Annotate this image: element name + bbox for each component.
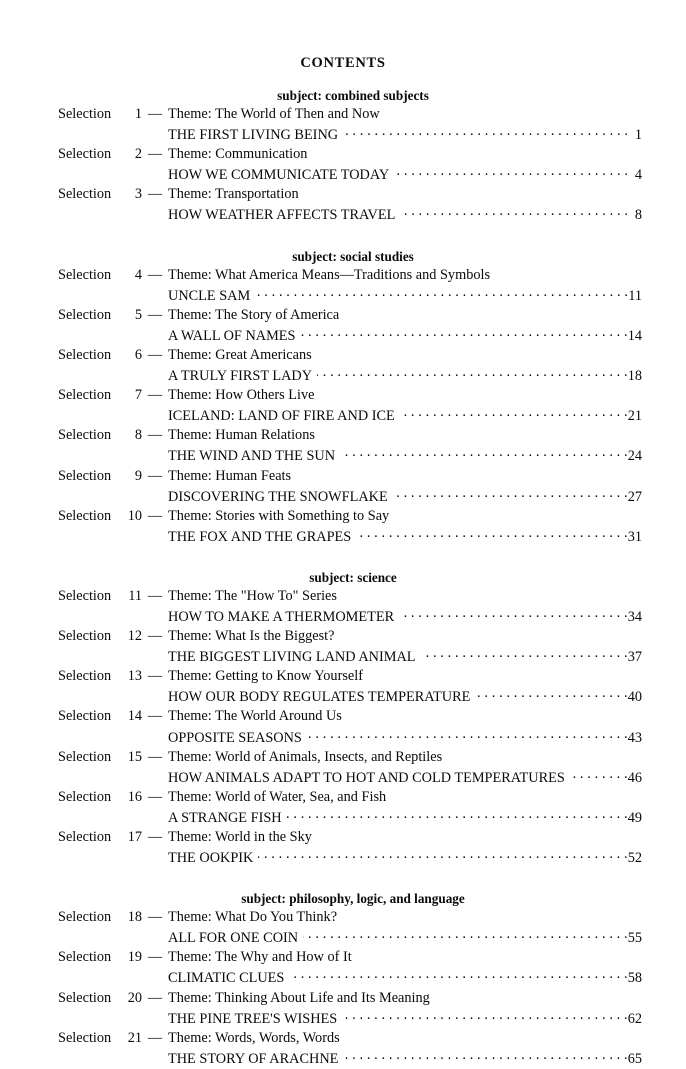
toc-entry-theme-line — [58, 346, 642, 365]
selection-number: 8 — [134, 427, 142, 444]
selection-theme: Theme: World in the Sky — [168, 829, 312, 845]
selection-number: 2 — [134, 146, 142, 163]
selection-number: 20 — [127, 989, 142, 1006]
em-dash-separator: — — [147, 949, 163, 966]
selection-number: 5 — [134, 306, 142, 323]
selection-theme: Theme: Great Americans — [168, 346, 312, 363]
selection-label: Selection — [58, 186, 112, 203]
page-number: 40 — [627, 689, 642, 706]
selection-theme: Theme: What Do You Think? — [168, 909, 338, 926]
dot-leader — [343, 1048, 627, 1063]
toc-entry-title-line[interactable] — [58, 927, 642, 948]
selection-label: Selection — [58, 587, 112, 604]
section-heading: subject: combined subjects — [277, 88, 429, 103]
toc-entry-title-line[interactable] — [58, 405, 642, 426]
selection-theme: Theme: What America Means—Traditions and Symbols — [168, 266, 491, 283]
page-number: 24 — [627, 448, 642, 465]
toc-entry-theme-line — [58, 386, 642, 405]
toc-entry-theme-line — [58, 707, 642, 726]
selection-title[interactable]: DISCOVERING THE SNOWFLAKE — [168, 488, 388, 505]
selection-title[interactable]: THE PINE TREE'S WISHES — [168, 1010, 338, 1027]
em-dash-separator: — — [147, 427, 163, 444]
selection-title[interactable]: A WALL OF NAMES — [168, 327, 296, 344]
toc-entry[interactable] — [58, 507, 642, 547]
page-number: 34 — [627, 608, 642, 625]
toc-entry-theme-line — [58, 507, 642, 526]
em-dash-separator: — — [147, 668, 163, 685]
toc-entry-theme-line — [58, 828, 642, 847]
em-dash-separator: — — [147, 708, 163, 725]
selection-theme: Theme: The World Around Us — [168, 708, 342, 725]
selection-theme: Theme: Thinking About Life and Its Meaning — [168, 989, 430, 1006]
em-dash-separator: — — [147, 587, 163, 604]
toc-entry-theme-line — [58, 627, 642, 646]
selection-number: 10 — [127, 507, 142, 524]
toc-entry[interactable] — [58, 828, 642, 868]
toc-entry-title-line[interactable] — [58, 204, 642, 225]
toc-entry-title-line[interactable] — [58, 686, 642, 707]
toc-entry[interactable] — [58, 667, 642, 707]
dot-leader — [393, 486, 628, 501]
dot-leader — [255, 285, 628, 300]
toc-entry-title-line[interactable] — [58, 847, 642, 868]
selection-number: 4 — [134, 266, 142, 283]
toc-entry-title-line[interactable] — [58, 1008, 642, 1029]
selection-label: Selection — [58, 146, 112, 163]
selection-title[interactable]: THE BIGGEST LIVING LAND ANIMAL — [168, 649, 416, 666]
toc-entry-theme-line — [58, 145, 642, 164]
selection-label: Selection — [58, 788, 112, 805]
selection-title[interactable]: ALL FOR ONE COIN — [168, 930, 299, 947]
selection-theme: Theme: Communication — [168, 146, 308, 163]
selection-theme: Theme: The World of Then and Now — [168, 106, 380, 122]
dot-leader — [399, 606, 628, 621]
toc-entry-title-line[interactable] — [58, 807, 642, 828]
toc-entry-title-line[interactable] — [58, 486, 642, 507]
section-heading: subject: science — [309, 569, 397, 585]
toc-entry-theme-line — [58, 908, 642, 927]
selection-label: Selection — [58, 507, 112, 524]
selection-theme: Theme: How Others Live — [168, 387, 315, 404]
selection-theme: Theme: World of Water, Sea, and Fish — [168, 788, 387, 805]
toc-entry[interactable] — [58, 707, 642, 747]
dot-leader — [340, 445, 628, 460]
em-dash-separator: — — [147, 186, 163, 203]
selection-number: 13 — [127, 668, 142, 685]
selection-label: Selection — [58, 668, 112, 685]
selection-label: Selection — [58, 949, 112, 966]
dot-leader — [287, 807, 628, 822]
page-number: 58 — [627, 970, 642, 987]
dot-leader — [394, 164, 628, 179]
dot-leader — [289, 967, 627, 982]
selection-theme: Theme: World of Animals, Insects, and Reptiles — [168, 748, 443, 765]
table-of-contents — [58, 86, 642, 1069]
selection-label: Selection — [58, 1029, 112, 1046]
em-dash-separator: — — [147, 106, 163, 122]
toc-entry[interactable] — [58, 788, 642, 828]
selection-number: 21 — [127, 1029, 142, 1046]
toc-entry[interactable] — [58, 908, 642, 948]
selection-title[interactable]: ICELAND: LAND OF FIRE AND ICE — [168, 408, 395, 425]
toc-section — [58, 568, 642, 868]
page-number: 37 — [627, 649, 642, 666]
selection-label: Selection — [58, 106, 112, 122]
selection-title[interactable]: OPPOSITE SEASONS — [168, 729, 302, 746]
dot-leader — [356, 526, 627, 541]
toc-entry[interactable] — [58, 989, 642, 1029]
toc-entry-title-line[interactable] — [58, 767, 642, 788]
dot-leader — [400, 204, 628, 219]
toc-entry-theme-line — [58, 788, 642, 807]
toc-entry-title-line[interactable] — [58, 526, 642, 547]
em-dash-separator: — — [147, 306, 163, 323]
toc-entry-theme-line — [58, 266, 642, 285]
dot-leader — [343, 124, 628, 139]
toc-section — [58, 86, 642, 226]
selection-number: 12 — [127, 628, 142, 645]
dot-leader — [307, 727, 628, 742]
toc-entry[interactable] — [58, 467, 642, 507]
section-heading: subject: social studies — [292, 248, 414, 264]
selection-theme: Theme: The Story of America — [168, 306, 340, 323]
section-heading: subject: philosophy, logic, and language — [241, 891, 465, 907]
selection-number: 1 — [134, 106, 142, 122]
selection-theme: Theme: Human Relations — [168, 427, 315, 444]
page-number: 11 — [628, 287, 642, 304]
selection-title[interactable]: THE FOX AND THE GRAPES — [168, 528, 352, 545]
selection-title[interactable]: CLIMATIC CLUES — [168, 970, 285, 987]
page-title: CONTENTS — [300, 55, 386, 71]
selection-theme: Theme: Getting to Know Yourself — [168, 668, 363, 685]
page-number: 31 — [627, 528, 642, 545]
selection-number: 3 — [134, 186, 142, 203]
page-number: 43 — [627, 729, 642, 746]
dot-leader — [400, 405, 628, 420]
dot-leader — [570, 767, 628, 782]
em-dash-separator: — — [147, 628, 163, 645]
page-number: 27 — [627, 488, 642, 505]
selection-title[interactable]: THE FIRST LIVING BEING — [168, 127, 339, 144]
toc-entry[interactable] — [58, 948, 642, 988]
dot-leader — [421, 646, 628, 661]
em-dash-separator: — — [147, 387, 163, 404]
toc-entry-theme-line — [58, 426, 642, 445]
selection-title[interactable]: HOW TO MAKE A THERMOMETER — [168, 608, 395, 625]
em-dash-separator: — — [147, 788, 163, 805]
selection-title[interactable]: THE OOKPIK — [168, 850, 254, 867]
selection-theme: Theme: Stories with Something to Say — [168, 507, 390, 524]
dot-leader — [317, 365, 628, 380]
page-number: 8 — [634, 207, 642, 224]
toc-entry[interactable] — [58, 1029, 642, 1069]
selection-label: Selection — [58, 708, 112, 725]
page-number: 21 — [627, 408, 642, 425]
selection-number: 19 — [127, 949, 142, 966]
selection-theme: Theme: What Is the Biggest? — [168, 628, 335, 645]
dot-leader — [475, 686, 627, 701]
selection-label: Selection — [58, 829, 112, 845]
selection-title[interactable]: HOW WE COMMUNICATE TODAY — [168, 167, 390, 184]
em-dash-separator: — — [147, 1029, 163, 1046]
selection-label: Selection — [58, 467, 112, 484]
dot-leader — [301, 325, 628, 340]
toc-entry-theme-line — [58, 587, 642, 606]
em-dash-separator: — — [147, 909, 163, 926]
selection-number: 7 — [134, 387, 142, 404]
page-number: 14 — [627, 327, 642, 344]
toc-entry-theme-line — [58, 467, 642, 486]
selection-number: 14 — [127, 708, 142, 725]
toc-entry-theme-line — [58, 306, 642, 325]
selection-label: Selection — [58, 748, 112, 765]
dot-leader — [303, 927, 628, 942]
em-dash-separator: — — [147, 507, 163, 524]
dot-leader — [342, 1008, 627, 1023]
selection-label: Selection — [58, 306, 112, 323]
page-number: 18 — [627, 368, 642, 385]
page-number: 46 — [627, 769, 642, 786]
em-dash-separator: — — [147, 829, 163, 845]
toc-entry-title-line[interactable] — [58, 365, 642, 386]
selection-number: 18 — [127, 909, 142, 926]
toc-entry-title-line[interactable] — [58, 445, 642, 466]
page-number: 55 — [627, 930, 642, 947]
dot-leader — [258, 847, 627, 862]
selection-label: Selection — [58, 989, 112, 1006]
selection-theme: Theme: Transportation — [168, 186, 299, 203]
toc-entry-theme-line — [58, 105, 642, 124]
toc-entry[interactable] — [58, 306, 642, 346]
page-number: 62 — [627, 1010, 642, 1027]
toc-section — [58, 247, 642, 547]
toc-entry-title-line[interactable] — [58, 325, 642, 346]
toc-entry-title-line[interactable] — [58, 124, 642, 145]
selection-title[interactable]: A TRULY FIRST LADY — [168, 368, 313, 385]
selection-title[interactable]: THE WIND AND THE SUN — [168, 448, 336, 465]
selection-theme: Theme: Human Feats — [168, 467, 292, 484]
toc-entry-title-line[interactable] — [58, 646, 642, 667]
page-number: 65 — [627, 1050, 642, 1067]
toc-entry-theme-line — [58, 185, 642, 204]
toc-entry[interactable] — [58, 386, 642, 426]
selection-number: 17 — [127, 829, 142, 845]
toc-entry[interactable] — [58, 748, 642, 788]
page-number: 49 — [627, 809, 642, 826]
selection-title[interactable]: THE STORY OF ARACHNE — [168, 1050, 339, 1067]
toc-entry[interactable] — [58, 426, 642, 466]
toc-entry[interactable] — [58, 627, 642, 667]
toc-entry[interactable] — [58, 145, 642, 185]
toc-entry[interactable] — [58, 587, 642, 627]
selection-number: 6 — [134, 346, 142, 363]
toc-entry-theme-line — [58, 667, 642, 686]
selection-number: 15 — [127, 748, 142, 765]
toc-entry-theme-line — [58, 948, 642, 967]
em-dash-separator: — — [147, 467, 163, 484]
toc-entry[interactable] — [58, 185, 642, 225]
page-number: 1 — [634, 127, 642, 144]
selection-label: Selection — [58, 427, 112, 444]
selection-number: 16 — [127, 788, 142, 805]
toc-entry-title-line[interactable] — [58, 164, 642, 185]
toc-entry-theme-line — [58, 748, 642, 767]
toc-entry-title-line[interactable] — [58, 606, 642, 627]
em-dash-separator: — — [147, 989, 163, 1006]
selection-label: Selection — [58, 628, 112, 645]
selection-title[interactable]: UNCLE SAM — [168, 287, 251, 304]
em-dash-separator: — — [147, 346, 163, 363]
toc-entry-title-line[interactable] — [58, 727, 642, 748]
toc-entry-theme-line — [58, 989, 642, 1008]
toc-entry-title-line[interactable] — [58, 967, 642, 988]
selection-label: Selection — [58, 909, 112, 926]
em-dash-separator: — — [147, 266, 163, 283]
toc-entry[interactable] — [58, 266, 642, 306]
toc-entry-title-line[interactable] — [58, 285, 642, 306]
page-number: 4 — [634, 167, 642, 184]
em-dash-separator: — — [147, 748, 163, 765]
selection-label: Selection — [58, 266, 112, 283]
selection-theme: Theme: The Why and How of It — [168, 949, 352, 966]
selection-number: 11 — [128, 587, 142, 604]
selection-theme: Theme: The "How To" Series — [168, 587, 337, 604]
selection-title[interactable]: HOW ANIMALS ADAPT TO HOT AND COLD TEMPERATURES — [168, 769, 565, 786]
toc-entry[interactable] — [58, 105, 642, 145]
selection-title[interactable]: HOW WEATHER AFFECTS TRAVEL — [168, 207, 396, 224]
toc-entry[interactable] — [58, 346, 642, 386]
selection-title[interactable]: A STRANGE FISH — [168, 809, 282, 826]
toc-section — [58, 889, 642, 1069]
selection-title[interactable]: HOW OUR BODY REGULATES TEMPERATURE — [168, 689, 471, 706]
toc-entry-title-line[interactable] — [58, 1048, 642, 1069]
selection-label: Selection — [58, 346, 112, 363]
page-number: 52 — [627, 850, 642, 867]
selection-number: 9 — [134, 467, 142, 484]
toc-entry-theme-line — [58, 1029, 642, 1048]
selection-label: Selection — [58, 387, 112, 404]
selection-theme: Theme: Words, Words, Words — [168, 1029, 340, 1046]
em-dash-separator: — — [147, 146, 163, 163]
